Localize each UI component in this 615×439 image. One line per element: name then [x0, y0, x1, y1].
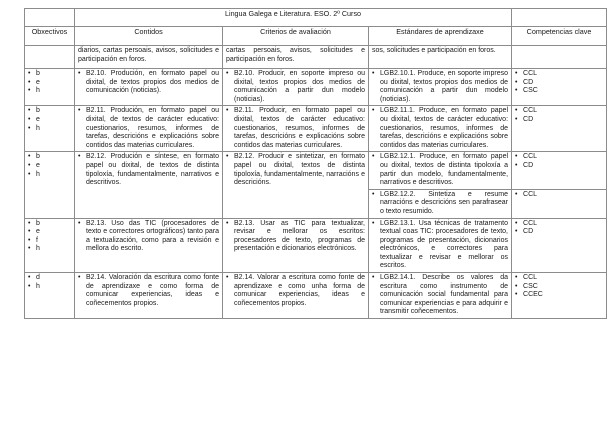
header-competences: Competencias clave — [512, 27, 607, 46]
table-row — [25, 106, 607, 152]
continuation-objectives — [25, 46, 75, 69]
content-text: • B2.10. Produción, en formato papel ou dixital, de textos propios dos medios de comunicación (noticias). — [78, 70, 219, 96]
curriculum-table — [24, 8, 607, 319]
objectives-list-item: • e — [28, 79, 71, 88]
table-title: Lingua Galega e Literatura. ESO. 2º Curso — [75, 9, 512, 27]
competences-list-item: • CCL — [515, 191, 603, 200]
content-list — [78, 220, 219, 254]
continuation-criteria: cartas persoais, avisos, solicitudes e participación en foros. — [223, 46, 369, 69]
standard-text: • LGB2.12.2. Sintetiza e resume narracións e descricións sen parafrasear o texto resumido. — [372, 191, 508, 217]
content-text: • B2.11. Produción, en formato papel ou dixital, de textos de carácter educativo: cuestionarios, resumos, informes de tarefas, descricións e explicacións sobre contidos das materias curriculares. — [78, 107, 219, 150]
objectives-list-item: • h — [28, 283, 71, 292]
competences-list-item: • CSC — [515, 283, 603, 292]
objectives-list — [28, 70, 71, 96]
objectives-list-item: • b — [28, 153, 71, 162]
standard-list — [372, 70, 508, 104]
objectives-list-item: • h — [28, 171, 71, 180]
competences-list — [515, 274, 603, 300]
content-cell — [75, 106, 223, 152]
criterion-text: • B2.14. Valorar a escritura como fonte de aprendizaxe e como unha forma de comunicar experiencias, ideas e coñecementos propios. — [226, 274, 365, 308]
content-cell — [75, 69, 223, 106]
criterion-cell — [223, 273, 369, 319]
standard-list — [372, 220, 508, 272]
competences-cell — [512, 218, 607, 273]
competences-list-item: • CCL — [515, 153, 603, 162]
competences-list — [515, 153, 603, 170]
table-row — [25, 218, 607, 273]
standard-text: • LGB2.12.1. Produce, en formato papel ou dixital, textos de distinta tipoloxía a partir dun modelo, fundamentalmente, narrativos e descritivos. — [372, 153, 508, 187]
table-row — [25, 273, 607, 319]
competences-list-item: • CCL — [515, 107, 603, 116]
objectives-list — [28, 107, 71, 133]
content-text: • B2.13. Uso das TIC (procesadores de texto e correctores ortográficos) tanto para a textualización, como para a revisión e mellora do escrito. — [78, 220, 219, 254]
competences-cell — [512, 273, 607, 319]
competences-list-item: • CCL — [515, 220, 603, 229]
objectives-cell — [25, 218, 75, 273]
competences-list-item: • CCL — [515, 70, 603, 79]
standard-list — [372, 191, 508, 217]
objectives-list-item: • b — [28, 220, 71, 229]
standard-cell — [369, 152, 512, 189]
objectives-list-item: • h — [28, 87, 71, 96]
objectives-list-item: • d — [28, 274, 71, 283]
competences-cell — [512, 152, 607, 189]
standard-text: • LGB2.13.1. Usa técnicas de tratamento textual coas TIC: procesadores de texto, programas de presentación, dicionarios electrónicos, e correctores para textualizar e revisar e mellorar os escritos. — [372, 220, 508, 272]
objectives-list-item: • h — [28, 245, 71, 254]
objectives-list-item: • e — [28, 116, 71, 125]
criterion-text: • B2.12. Producir e sintetizar, en formato papel ou dixital, textos de distinta tipoloxía, fundamentalmente, narracións e descricións. — [226, 153, 365, 187]
content-cell — [75, 218, 223, 273]
objectives-cell — [25, 152, 75, 218]
criterion-cell — [223, 69, 369, 106]
standard-cell — [369, 106, 512, 152]
competences-list — [515, 191, 603, 200]
competences-list-item: • CD — [515, 79, 603, 88]
continuation-competences — [512, 46, 607, 69]
competences-cell — [512, 69, 607, 106]
criterion-text: • B2.13. Usar as TIC para textualizar, revisar e mellorar os escritos: procesadores de texto, programas de presentación e dicionarios electrónicos. — [226, 220, 365, 254]
table-row — [25, 69, 607, 106]
criterion-cell — [223, 152, 369, 218]
objectives-list-item: • e — [28, 162, 71, 171]
competences-cell — [512, 189, 607, 218]
competences-list — [515, 107, 603, 124]
standard-list — [372, 274, 508, 317]
content-list — [78, 70, 219, 96]
objectives-list-item: • b — [28, 107, 71, 116]
header-objectives: Obxectivos — [25, 27, 75, 46]
standard-cell — [369, 189, 512, 218]
standard-cell — [369, 273, 512, 319]
objectives-list — [28, 220, 71, 254]
objectives-list-item: • b — [28, 70, 71, 79]
criterion-list — [226, 220, 365, 254]
title-spacer — [25, 9, 75, 27]
standard-text: • LGB2.10.1. Produce, en soporte impreso ou dixital, textos propios dos medios de comunicación a partir dun modelo (noticias). — [372, 70, 508, 104]
objectives-cell — [25, 273, 75, 319]
content-cell — [75, 273, 223, 319]
competences-list-item: • CSC — [515, 87, 603, 96]
table-row — [25, 152, 607, 189]
curriculum-table-sheet — [24, 8, 606, 408]
content-list — [78, 274, 219, 308]
header-contents: Contidos — [75, 27, 223, 46]
content-text: • B2.12. Produción e síntese, en formato papel ou dixital, de textos de distinta tipoloxía, fundamentalmente, narrativos e descritivos. — [78, 153, 219, 187]
competences-list-item: • CCEC — [515, 291, 603, 300]
competences-list — [515, 220, 603, 237]
standard-text: • LGB2.11.1. Produce, en formato papel ou dixital, textos de carácter educativo: cuestionarios, resumos, informes de tarefas, descricións e explicacións sobre contidos das materias curriculares. — [372, 107, 508, 150]
continuation-contents: diarios, cartas persoais, avisos, solicitudes e participación en foros. — [75, 46, 223, 69]
competences-list-item: • CD — [515, 162, 603, 171]
title-spacer-right — [512, 9, 607, 27]
criterion-text: • B2.11. Producir, en formato papel ou dixital, textos de carácter educativo: cuestionarios, resumos, informes de tarefas, descricións e explicacións sobre contidos das materias curriculares. — [226, 107, 365, 150]
objectives-cell — [25, 69, 75, 106]
content-list — [78, 153, 219, 187]
standard-cell — [369, 218, 512, 273]
competences-list-item: • CD — [515, 116, 603, 125]
content-list — [78, 107, 219, 150]
standard-list — [372, 107, 508, 150]
competences-cell — [512, 106, 607, 152]
criterion-cell — [223, 218, 369, 273]
objectives-list-item: • f — [28, 237, 71, 246]
criterion-list — [226, 70, 365, 104]
criterion-list — [226, 153, 365, 187]
continuation-standards: sos, solicitudes e participación en foros. — [369, 46, 512, 69]
content-cell — [75, 152, 223, 218]
standard-cell — [369, 69, 512, 106]
standard-list — [372, 153, 508, 187]
criterion-cell — [223, 106, 369, 152]
competences-list — [515, 70, 603, 96]
criterion-text: • B2.10. Producir, en soporte impreso ou dixital, textos propios dos medios de comunicación a partir dun modelo (noticias). — [226, 70, 365, 104]
objectives-list — [28, 274, 71, 291]
competences-list-item: • CD — [515, 228, 603, 237]
continuation-row — [25, 46, 607, 69]
standard-text: • LGB2.14.1. Describe os valores da escritura como instrumento de comunicación social fundamental para comunicar experiencias e para adquirir e transmitir coñecementos. — [372, 274, 508, 317]
header-standards: Estándares de aprendizaxe — [369, 27, 512, 46]
criterion-list — [226, 274, 365, 308]
competences-list-item: • CCL — [515, 274, 603, 283]
objectives-list-item: • e — [28, 228, 71, 237]
criterion-list — [226, 107, 365, 150]
objectives-list — [28, 153, 71, 179]
objectives-list-item: • h — [28, 125, 71, 134]
header-criteria: Criterios de avaliación — [223, 27, 369, 46]
objectives-cell — [25, 106, 75, 152]
content-text: • B2.14. Valoración da escritura como fonte de aprendizaxe e como forma de comunicar experiencias, ideas e coñecementos propios. — [78, 274, 219, 308]
